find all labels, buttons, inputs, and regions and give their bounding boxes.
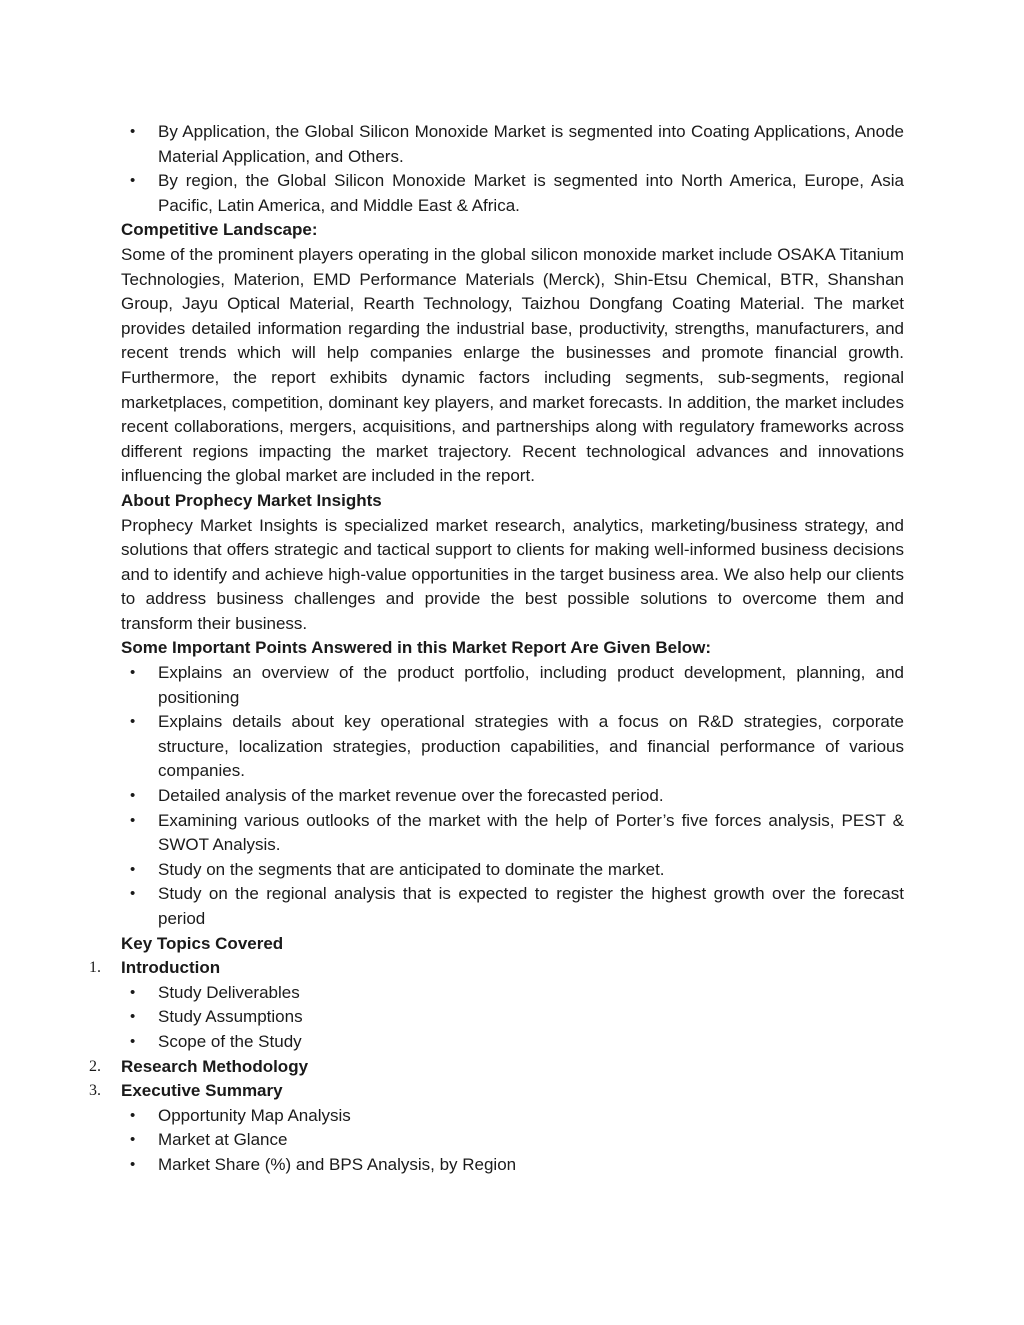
list-item: • Examining various outlooks of the market with the help of Porter’s five forces analysis, PEST & SWOT Analysis. — [121, 809, 904, 858]
list-item: • Market Share (%) and BPS Analysis, by Region — [121, 1153, 904, 1178]
list-item: • Study Deliverables — [121, 981, 904, 1006]
document-page — [89, 120, 904, 1178]
topic-section-research-methodology — [89, 1055, 904, 1080]
list-item: • Explains details about key operational strategies with a focus on R&D strategies, corporate structure, localization strategies, production capabilities, and financial performance of various companies. — [121, 710, 904, 784]
section-number: 2. — [89, 1057, 101, 1075]
list-item: • Detailed analysis of the market revenue over the forecasted period. — [121, 784, 904, 809]
section-title: Executive Summary — [121, 1081, 283, 1101]
list-item: • Scope of the Study — [121, 1030, 904, 1055]
section-number: 1. — [89, 959, 101, 977]
section-title: Introduction — [121, 958, 221, 978]
list-item: • Study on the segments that are anticipated to dominate the market. — [121, 858, 904, 883]
important-points-list — [121, 661, 904, 932]
key-topics-heading: Key Topics Covered — [121, 933, 284, 953]
section-number: 3. — [89, 1082, 101, 1100]
list-item: • Explains an overview of the product portfolio, including product development, planning, and positioning — [121, 661, 904, 710]
about-paragraph: Prophecy Market Insights is specialized market research, analytics, marketing/business strategy, and solutions that offers strategic and tactical support to clients for making well-informed business decisions and to identify and achieve high-value opportunities in the target business area. We also help our clients to address business challenges and provide the best possible solutions to overcome them and transform their business. — [121, 515, 904, 633]
competitive-landscape-heading: Competitive Landscape: — [121, 220, 318, 240]
topic-section-executive-summary — [89, 1079, 904, 1104]
section-title: Research Methodology — [121, 1056, 309, 1076]
about-heading: About Prophecy Market Insights — [121, 490, 382, 510]
list-item: • Opportunity Map Analysis — [121, 1104, 904, 1129]
list-item: • By region, the Global Silicon Monoxide Market is segmented into North America, Europe, Asia Pacific, Latin America, and Middle East & Africa. — [121, 169, 904, 218]
important-points-heading: Some Important Points Answered in this Market Report Are Given Below: — [121, 638, 712, 658]
list-item: • Study on the regional analysis that is expected to register the highest growth over the forecast period — [121, 882, 904, 931]
introduction-subtopics — [121, 981, 904, 1055]
topic-section-introduction — [89, 956, 904, 981]
competitive-landscape-paragraph: Some of the prominent players operating in the global silicon monoxide market include OSAKA Titanium Technologies, Materion, EMD Performance Materials (Merck), Shin-Etsu Chemical, BTR, Shanshan Group, Jayu Optical Material, Rearth Technology, Taizhou Dongfang Coating Material. The market provides detailed information regarding the industrial base, productivity, strengths, manufacturers, and recent trends which will help companies enlarge the businesses and promote financial growth. Furthermore, the report exhibits dynamic factors including segments, sub-segments, regional marketplaces, competition, dominant key players, and market forecasts. In addition, the market includes recent collaborations, mergers, acquisitions, and partnerships along with regulatory frameworks across different regions impacting the market trajectory. Recent technological advances and innovations influencing the global market are included in the report. — [121, 244, 904, 486]
list-item: • Study Assumptions — [121, 1005, 904, 1030]
list-item: • Market at Glance — [121, 1128, 904, 1153]
list-item: • By Application, the Global Silicon Monoxide Market is segmented into Coating Applications, Anode Material Application, and Others. — [121, 120, 904, 169]
application-region-list — [121, 120, 904, 218]
executive-summary-subtopics — [121, 1104, 904, 1178]
